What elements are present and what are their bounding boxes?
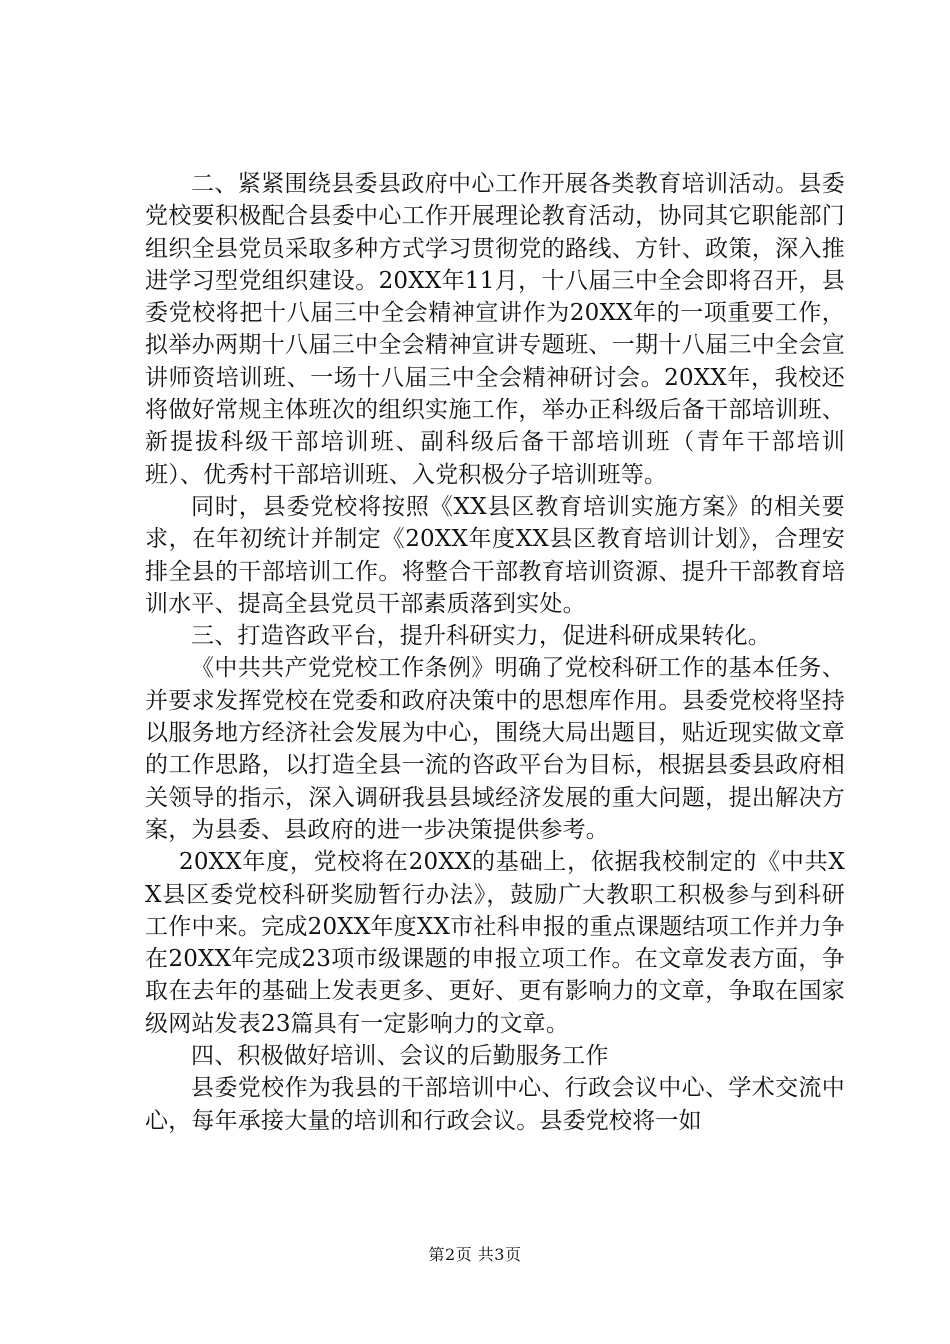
paragraph-section-four-heading: 四、积极做好培训、会议的后勤服务工作	[191, 1043, 609, 1070]
document-body	[145, 168, 845, 1137]
paragraph-section-two: 二、紧紧围绕县委县政府中心工作开展各类教育培训活动。县委党校要积极配合县委中心工作开展理论教育活动，协同其它职能部门组织全县党员采取多种方式学习贯彻党的路线、方针、政策，深入推进学习型党组织建设。20XX年11月，十八届三中全会即将召开，县委党校将把十八届三中全会精神宣讲作为20XX年的一项重要工作，拟举办两期十八届三中全会精神宣讲专题班、一期十八届三中全会宣讲师资培训班、一场十八届三中全会精神研讨会。20XX年，我校还将做好常规主体班次的组织实施工作，举办正科级后备干部培训班、新提拔科级干部培训班、副科级后备干部培训班（青年干部培训班）、优秀村干部培训班、入党积极分子培训班等。	[145, 171, 845, 488]
paragraph-training-plan: 同时，县委党校将按照《XX县区教育培训实施方案》的相关要求，在年初统计并制定《20XX年度XX县区教育培训计划》，合理安排全县的干部培训工作。将整合干部教育培训资源、提升干部教育培训水平、提高全县党员干部素质落到实处。	[145, 493, 845, 617]
paragraph-research-plan: 20XX年度，党校将在20XX的基础上，依据我校制定的《中共XX县区委党校科研奖励暂行办法》，鼓励广大教职工积极参与到科研工作中来。完成20XX年度XX市社科申报的重点课题结项工作并力争在20XX年完成23项市级课题的申报立项工作。在文章发表方面，争取在去年的基础上发表更多、更好、更有影响力的文章，争取在国家级网站发表23篇具有一定影响力的文章。	[145, 849, 845, 1037]
paragraph-section-three-heading: 三、打造咨政平台，提升科研实力，促进科研成果转化。	[191, 623, 771, 650]
paragraph-logistics-service: 县委党校作为我县的干部培训中心、行政会议中心、学术交流中心，每年承接大量的培训和行政会议。县委党校将一如	[145, 1075, 845, 1134]
page-footer: 第2页 共3页	[428, 1245, 522, 1264]
paragraph-party-school-regulations: 《中共共产党党校工作条例》明确了党校科研工作的基本任务、并要求发挥党校在党委和政府决策中的思想库作用。县委党校将坚持以服务地方经济社会发展为中心，围绕大局出题目，贴近现实做文章的工作思路，以打造全县一流的咨政平台为目标，根据县委县政府相关领导的指示，深入调研我县县域经济发展的重大问题，提出解决方案，为县委、县政府的进一步决策提供参考。	[145, 655, 845, 843]
